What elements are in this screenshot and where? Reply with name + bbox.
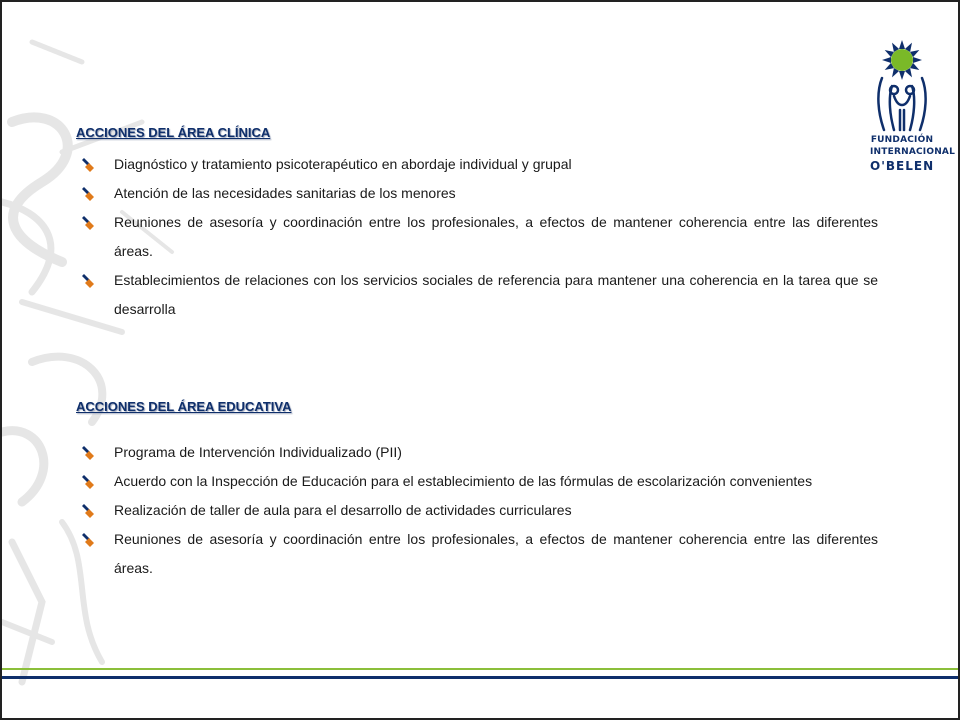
arrow-bullet-icon [80,186,96,202]
arrow-bullet-icon [80,503,96,519]
section-clinical [76,124,878,324]
list-item-text: Realización de taller de aula para el desarrollo de actividades curriculares [114,502,572,518]
arrow-bullet-icon [80,157,96,173]
educational-list [76,438,878,583]
list-item-text: Programa de Intervención Individualizado (PII) [114,444,402,460]
logo-wordmark [870,134,956,173]
list-item [76,496,878,525]
list-item-text: Atención de las necesidades sanitarias de los menores [114,185,456,201]
section-educational [76,398,878,583]
arrow-bullet-icon [80,445,96,461]
list-item-text: Reuniones de asesoría y coordinación entre los profesionales, a efectos de mantener coherencia entre las diferentes áreas. [114,214,878,259]
arrow-bullet-icon [80,474,96,490]
list-item [76,467,878,496]
logo-line-1: FUNDACIÓN [870,135,934,145]
list-item [76,150,878,179]
decorative-watermark-icon [2,2,262,718]
logo [870,38,956,184]
list-item [76,525,878,583]
section-title-clinical: ACCIONES DEL ÁREA CLÍNICA [76,125,271,140]
logo-line-2: INTERNACIONAL [870,147,956,157]
list-item-text: Establecimientos de relaciones con los servicios sociales de referencia para mantener una coherencia en la tarea que se desarrolla [114,272,878,317]
arrow-bullet-icon [80,273,96,289]
list-item [76,438,878,467]
section-title-educational: ACCIONES DEL ÁREA EDUCATIVA [76,399,292,414]
footer-divider-green [2,668,958,670]
footer-divider-navy [2,676,958,679]
list-item [76,179,878,208]
list-item [76,208,878,266]
list-item-text: Acuerdo con la Inspección de Educación para el establecimiento de las fórmulas de escolarización convenientes [114,473,813,489]
logo-line-3: O'BELEN [870,159,935,173]
clinical-list [76,150,878,324]
arrow-bullet-icon [80,532,96,548]
list-item [76,266,878,324]
list-item-text: Reuniones de asesoría y coordinación entre los profesionales, a efectos de mantener coherencia entre las diferentes áreas. [114,531,878,576]
list-item-text: Diagnóstico y tratamiento psicoterapéutico en abordaje individual y grupal [114,156,572,172]
fundacion-sun-family-icon [870,38,934,134]
arrow-bullet-icon [80,215,96,231]
